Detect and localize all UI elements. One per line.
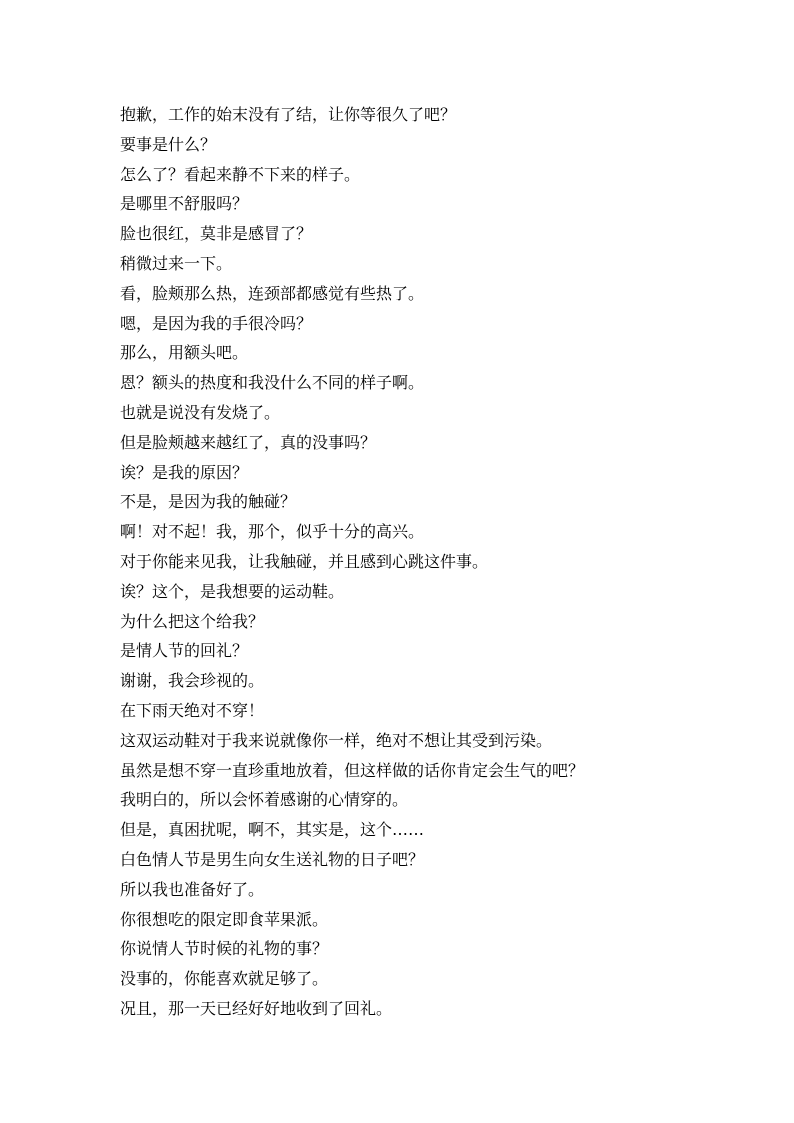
text-line: 啊！对不起！我，那个，似乎十分的高兴。	[120, 522, 425, 542]
text-line: 不是，是因为我的触碰？	[120, 492, 297, 512]
text-line: 脸也很红，莫非是感冒了？	[120, 224, 313, 244]
text-line: 那么，用额头吧。	[120, 343, 249, 363]
text-line: 谢谢，我会珍视的。	[120, 671, 265, 691]
text-line: 但是脸颊越来越红了，真的没事吗？	[120, 432, 377, 452]
text-line: 稍微过来一下。	[120, 253, 233, 273]
text-line: 也就是说没有发烧了。	[120, 402, 281, 422]
text-line: 白色情人节是男生向女生送礼物的日子吧？	[120, 849, 425, 869]
text-line: 嗯，是因为我的手很冷吗？	[120, 313, 313, 333]
text-line: 诶？是我的原因？	[120, 462, 249, 482]
text-line: 恩？额头的热度和我没什么不同的样子啊。	[120, 373, 425, 393]
text-line: 抱歉，工作的始末没有了结，让你等很久了吧？	[120, 105, 457, 124]
text-line: 为什么把这个给我？	[120, 611, 265, 631]
text-line: 在下雨天绝对不穿！	[120, 700, 265, 720]
text-line: 但是，真困扰呢，啊不，其实是，这个……	[120, 820, 425, 840]
text-line: 虽然是想不穿一直珍重地放着，但这样做的话你肯定会生气的吧？	[120, 760, 585, 780]
text-line: 是哪里不舒服吗？	[120, 194, 249, 214]
text-line: 诶？这个，是我想要的运动鞋。	[120, 581, 345, 601]
text-line: 看，脸颊那么热，连颈部都感觉有些热了。	[120, 283, 425, 303]
text-line: 我明白的，所以会怀着感谢的心情穿的。	[120, 790, 409, 810]
text-line: 要事是什么？	[120, 134, 217, 154]
text-line: 是情人节的回礼？	[120, 641, 249, 661]
text-line: 你说情人节时候的礼物的事？	[120, 939, 329, 959]
text-line: 况且，那一天已经好好地收到了回礼。	[120, 998, 393, 1018]
text-line: 所以我也准备好了。	[120, 879, 265, 899]
text-line: 你很想吃的限定即食苹果派。	[120, 909, 329, 929]
text-line: 对于你能来见我，让我触碰，并且感到心跳这件事。	[120, 551, 489, 571]
text-line: 没事的，你能喜欢就足够了。	[120, 969, 329, 989]
text-line: 这双运动鞋对于我来说就像你一样，绝对不想让其受到污染。	[120, 730, 553, 750]
document-body	[120, 100, 680, 1024]
text-line: 怎么了？看起来静不下来的样子。	[120, 164, 361, 184]
